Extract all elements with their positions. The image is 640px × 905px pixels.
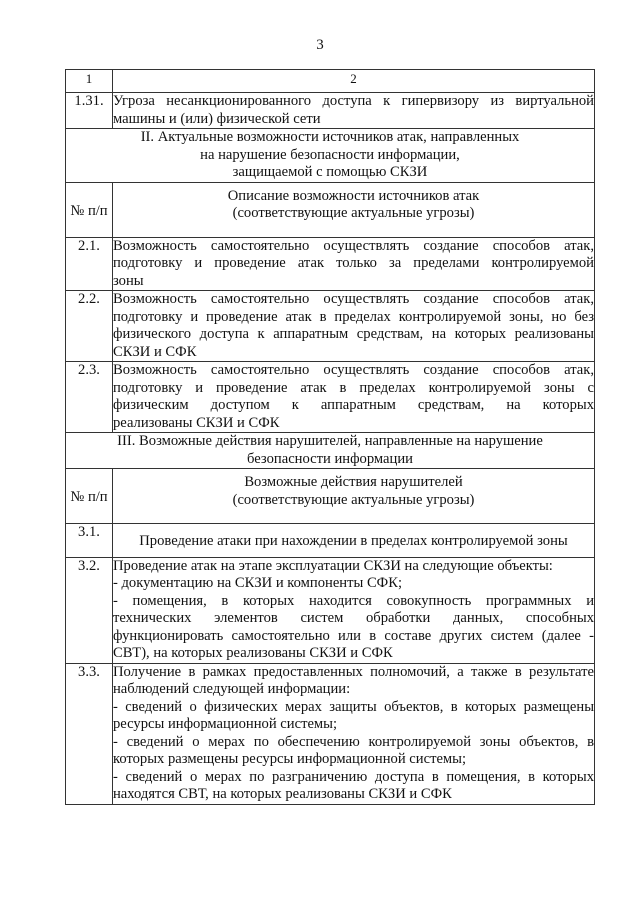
- row-number: 3.3.: [66, 663, 113, 804]
- text-line: ресурсы информационной системы;: [113, 716, 338, 732]
- table-row: [66, 237, 595, 291]
- row-description: [113, 557, 595, 663]
- section-column-header-row: [66, 469, 595, 524]
- heading-line: III. Возможные действия нарушителей, направленные на нарушение: [117, 433, 543, 449]
- section-heading-3: [66, 433, 595, 469]
- header-line: (соответствующие актуальные угрозы): [232, 491, 475, 508]
- text-line: физическим доступом к аппаратным средствам, на которых: [113, 397, 594, 413]
- row-number: 3.1.: [66, 524, 113, 558]
- row-number: 2.2.: [66, 291, 113, 362]
- text-line: - помещения, в которых находится совокупность программных и: [113, 592, 594, 609]
- row-description: [113, 291, 595, 362]
- text-line: зоны: [113, 272, 144, 289]
- text-line: подготовку и проведение атак только за пределами контролируемой: [113, 255, 594, 271]
- text-line: Возможность самостоятельно осуществлять создание способов атак,: [113, 291, 594, 307]
- threat-table: [65, 69, 595, 805]
- text-line: СВТ), на которых реализованы СКЗИ и СФК: [113, 645, 393, 661]
- text-line: Возможность самостоятельно осуществлять создание способов атак,: [113, 362, 594, 378]
- section-column-header-row: [66, 182, 595, 237]
- text-line: Проведение атак на этапе эксплуатации СКЗИ на следующие объекты:: [113, 557, 553, 574]
- text-line: функционировать самостоятельно или в составе других систем (далее -: [113, 627, 594, 644]
- text-line: которых размещены ресурсы информационной системы;: [113, 751, 467, 767]
- column-number-1: 1: [66, 70, 113, 93]
- header-line: (соответствующие актуальные угрозы): [232, 205, 475, 221]
- row-number: 2.3.: [66, 362, 113, 433]
- text-line: подготовку и проведение атак в пределах контролируемой зоны, но без: [113, 308, 594, 325]
- text-line: - сведений о физических мерах защиты объектов, в которых размещены: [113, 698, 594, 715]
- heading-line: безопасности информации: [247, 450, 413, 467]
- page-number: 3: [316, 37, 324, 53]
- section-heading-2: [66, 129, 595, 183]
- column-number-row: [66, 70, 595, 93]
- text-line: Угроза несанкционированного доступа к гипервизору из виртуальной: [113, 93, 594, 109]
- row-description: Проведение атаки при нахождении в пределах контролируемой зоны: [113, 524, 595, 558]
- row-number: 2.1.: [66, 237, 113, 291]
- text-line: - сведений о мерах по разграничению доступа в помещения, в которых: [113, 768, 594, 785]
- heading-line: защищаемой с помощью СКЗИ: [232, 164, 428, 180]
- text-line: физического доступа к аппаратным средствам, на которых реализованы: [113, 326, 594, 342]
- row-description: [113, 93, 595, 129]
- text-line: реализованы СКЗИ и СФК: [113, 414, 280, 431]
- row-description: [113, 663, 595, 804]
- column-number-2: 2: [113, 70, 595, 93]
- text-line: находятся СВТ, на которых реализованы СКЗИ и СФК: [113, 786, 452, 802]
- table-row: [66, 291, 595, 362]
- text-line: Возможность самостоятельно осуществлять создание способов атак,: [113, 237, 594, 254]
- row-number: 3.2.: [66, 557, 113, 663]
- text-line: СКЗИ и СФК: [113, 343, 197, 360]
- table-row: [66, 93, 595, 129]
- text-line: технических элементов систем обработки данных, способных: [113, 610, 594, 626]
- heading-line: II. Актуальные возможности источников атак, направленных: [140, 129, 520, 145]
- table-row: [66, 524, 595, 558]
- text-line: подготовку и проведение атак в пределах контролируемой зоны с: [113, 379, 594, 396]
- table-row: [66, 362, 595, 433]
- text-line: - документацию на СКЗИ и компоненты СФК;: [113, 575, 402, 591]
- row-description: [113, 362, 595, 433]
- number-column-header: № п/п: [66, 469, 113, 524]
- description-column-header: [113, 182, 595, 237]
- section-heading-row: [66, 129, 595, 183]
- table-row: [66, 557, 595, 663]
- heading-line: на нарушение безопасности информации,: [200, 146, 460, 163]
- text-line: - сведений о мерах по обеспечению контролируемой зоны объектов, в: [113, 733, 594, 750]
- section-heading-row: [66, 433, 595, 469]
- number-column-header: № п/п: [66, 182, 113, 237]
- row-number: 1.31.: [66, 93, 113, 129]
- text-line: Получение в рамках предоставленных полномочий, а также в результате: [113, 663, 594, 680]
- table-row: [66, 663, 595, 804]
- header-line: Описание возможности источников атак: [227, 187, 480, 204]
- text-line: наблюдений следующей информации:: [113, 681, 351, 697]
- text-line: машины и (или) физической сети: [113, 110, 321, 127]
- row-description: [113, 237, 595, 291]
- description-column-header: [113, 469, 595, 524]
- header-line: Возможные действия нарушителей: [244, 474, 463, 490]
